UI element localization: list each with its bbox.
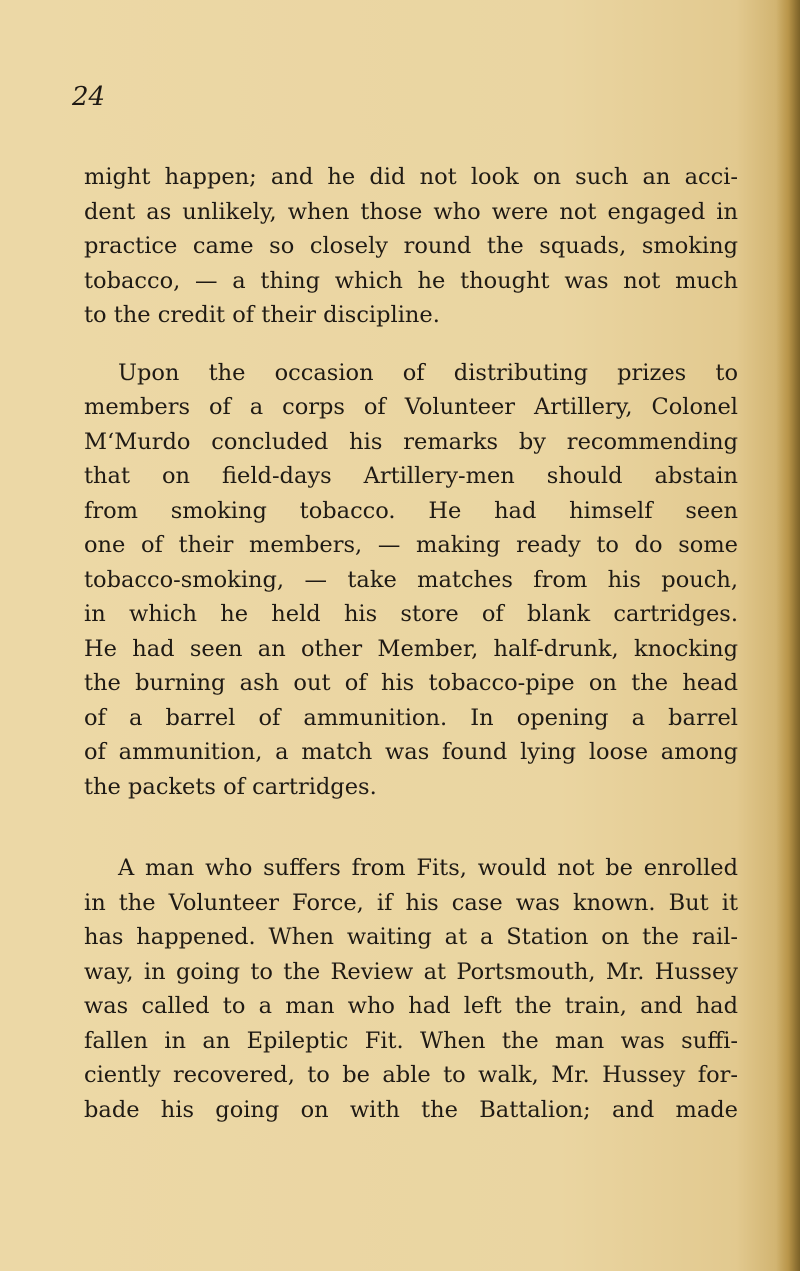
text-line: that on field-days Artillery-men should abstain: [84, 463, 738, 489]
text-line: one of their members, — making ready to do some: [84, 532, 738, 558]
text-line: A man who suffers from Fits, would not be enrolled: [118, 855, 738, 881]
text-line: ciently recovered, to be able to walk, Mr. Hussey for-: [84, 1062, 738, 1088]
text-line: was called to a man who had left the train, and had: [84, 993, 738, 1019]
text-line: of ammunition, a match was found lying loose among: [84, 739, 738, 765]
page-number: 24: [72, 82, 106, 112]
text-line: fallen in an Epileptic Fit. When the man was suffi-: [84, 1027, 738, 1054]
text-line: the burning ash out of his tobacco-pipe on the head: [84, 670, 738, 696]
text-line: of a barrel of ammunition. In opening a barrel: [84, 704, 738, 731]
paragraph-3: [84, 851, 738, 1127]
text-line: in which he held his store of blank cartridges.: [84, 601, 738, 627]
text-line: bade his going on with the Battalion; and made: [84, 1096, 738, 1123]
text-line: has happened. When waiting at a Station on the rail-: [84, 924, 738, 950]
text-line: dent as unlikely, when those who were not engaged in: [84, 198, 738, 225]
paragraph-2: [84, 356, 738, 805]
text-line: might happen; and he did not look on such an acci-: [84, 164, 738, 190]
text-line: tobacco, — a thing which he thought was not much: [84, 267, 738, 294]
text-line: practice came so closely round the squads, smoking: [84, 233, 738, 259]
page-edge-shadow: [776, 0, 800, 1271]
text-line: members of a corps of Volunteer Artillery, Colonel: [84, 394, 738, 420]
text-line: to the credit of their discipline.: [84, 302, 440, 328]
body-text: [84, 160, 738, 1127]
text-line: way, in going to the Review at Portsmouth, Mr. Hussey: [84, 958, 738, 985]
text-line: tobacco-smoking, — take matches from his pouch,: [84, 566, 738, 593]
paragraph-1: [84, 160, 738, 333]
text-line: in the Volunteer Force, if his case was known. But it: [84, 889, 738, 916]
paragraph-gap: [84, 333, 738, 356]
text-line: the packets of cartridges.: [84, 773, 377, 800]
text-line: He had seen an other Member, half-drunk, knocking: [84, 635, 738, 662]
text-line: Upon the occasion of distributing prizes to: [118, 359, 738, 386]
text-line: from smoking tobacco. He had himself seen: [84, 497, 738, 524]
text-line: M‘Murdo concluded his remarks by recommending: [84, 428, 738, 455]
paragraph-gap: [84, 804, 738, 851]
